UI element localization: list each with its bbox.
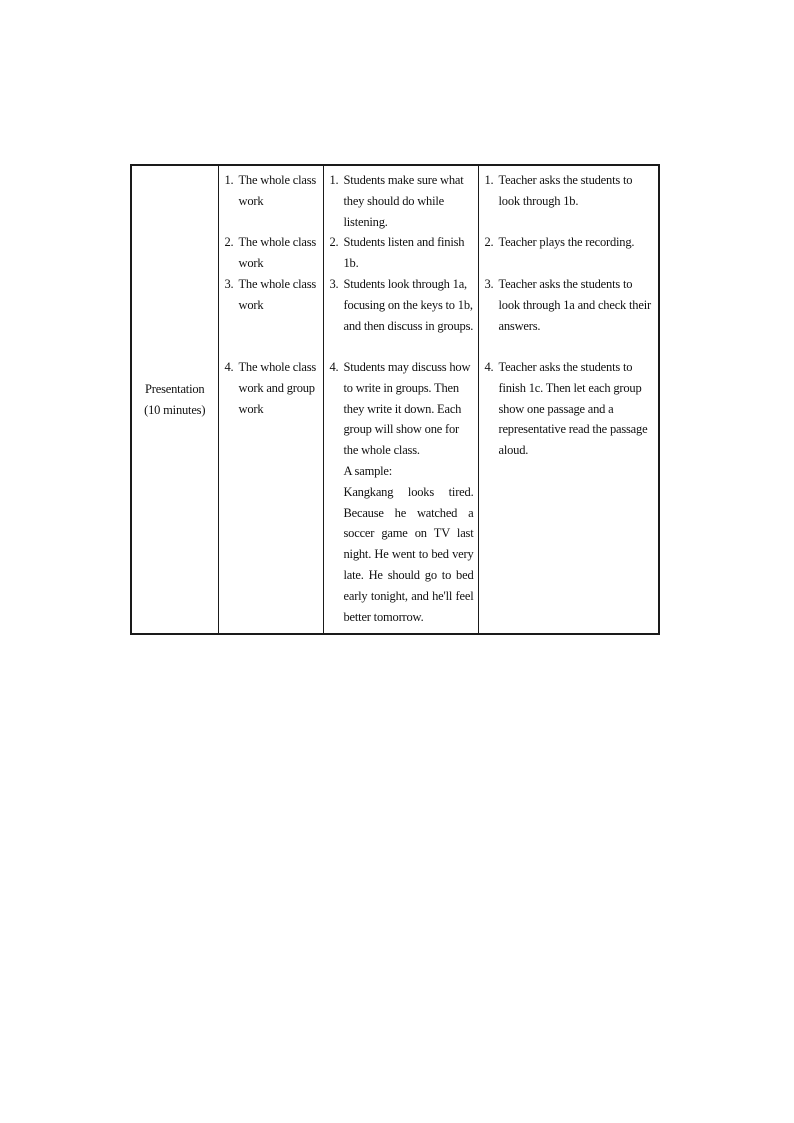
item-number: 1. bbox=[484, 173, 494, 187]
stage-duration: (10 minutes) bbox=[144, 402, 206, 417]
list-item bbox=[485, 274, 655, 357]
list-item bbox=[225, 232, 319, 274]
list-item bbox=[485, 170, 655, 232]
list-item bbox=[330, 274, 474, 357]
item-number: 4. bbox=[329, 360, 339, 374]
presentation-row bbox=[131, 165, 659, 634]
list-item bbox=[330, 232, 474, 274]
teacher-activity-list bbox=[485, 170, 655, 461]
item-text: Teacher asks the students to finish 1c. Then let each group show one passage and a representative read the passage aloud. bbox=[498, 360, 648, 458]
item-text: Students listen and finish 1b. bbox=[343, 235, 465, 270]
sample-label: A sample: bbox=[343, 463, 393, 478]
list-item bbox=[485, 357, 655, 461]
teacher-activity-cell bbox=[478, 165, 659, 634]
list-item bbox=[225, 274, 319, 357]
interaction-form-list bbox=[225, 170, 319, 419]
student-activity-list bbox=[330, 170, 474, 627]
item-number: 2. bbox=[224, 235, 234, 249]
item-number: 3. bbox=[224, 277, 234, 291]
item-text: The whole class work and group work bbox=[238, 360, 317, 416]
item-number: 1. bbox=[224, 173, 234, 187]
lesson-plan-table bbox=[130, 164, 660, 635]
stage-cell bbox=[131, 165, 218, 634]
item-text: The whole class work bbox=[238, 173, 317, 208]
item-number: 2. bbox=[484, 235, 494, 249]
item-number: 4. bbox=[484, 360, 494, 374]
item-number: 2. bbox=[329, 235, 339, 249]
list-item bbox=[225, 357, 319, 419]
student-activity-cell bbox=[323, 165, 478, 634]
item-text: Students may discuss how to write in groups. Then they write it down. Each group will show one for the whole class. bbox=[343, 360, 471, 458]
item-text: Teacher asks the students to look through 1a and check their answers. bbox=[498, 277, 651, 333]
sample-text: Kangkang looks tired. Because he watched a soccer game on TV last night. He went to bed very late. He should go to bed early tonight, and he'll feel better tomorrow. bbox=[343, 484, 474, 624]
item-number: 1. bbox=[329, 173, 339, 187]
item-text: The whole class work bbox=[238, 277, 317, 312]
interaction-form-cell bbox=[218, 165, 323, 634]
list-item bbox=[225, 170, 319, 232]
item-text: Students make sure what they should do while listening. bbox=[343, 173, 464, 229]
item-text: The whole class work bbox=[238, 235, 317, 270]
item-number: 4. bbox=[224, 360, 234, 374]
list-item bbox=[330, 170, 474, 232]
stage-label: Presentation bbox=[145, 381, 205, 396]
list-item bbox=[485, 232, 655, 274]
list-item bbox=[330, 357, 474, 627]
item-text-group bbox=[344, 357, 474, 627]
item-text: Students look through 1a, focusing on the keys to 1b, and then discuss in groups. bbox=[343, 277, 474, 333]
item-text: Teacher asks the students to look through 1b. bbox=[498, 173, 633, 208]
item-text: Teacher plays the recording. bbox=[498, 235, 635, 249]
item-number: 3. bbox=[484, 277, 494, 291]
item-number: 3. bbox=[329, 277, 339, 291]
